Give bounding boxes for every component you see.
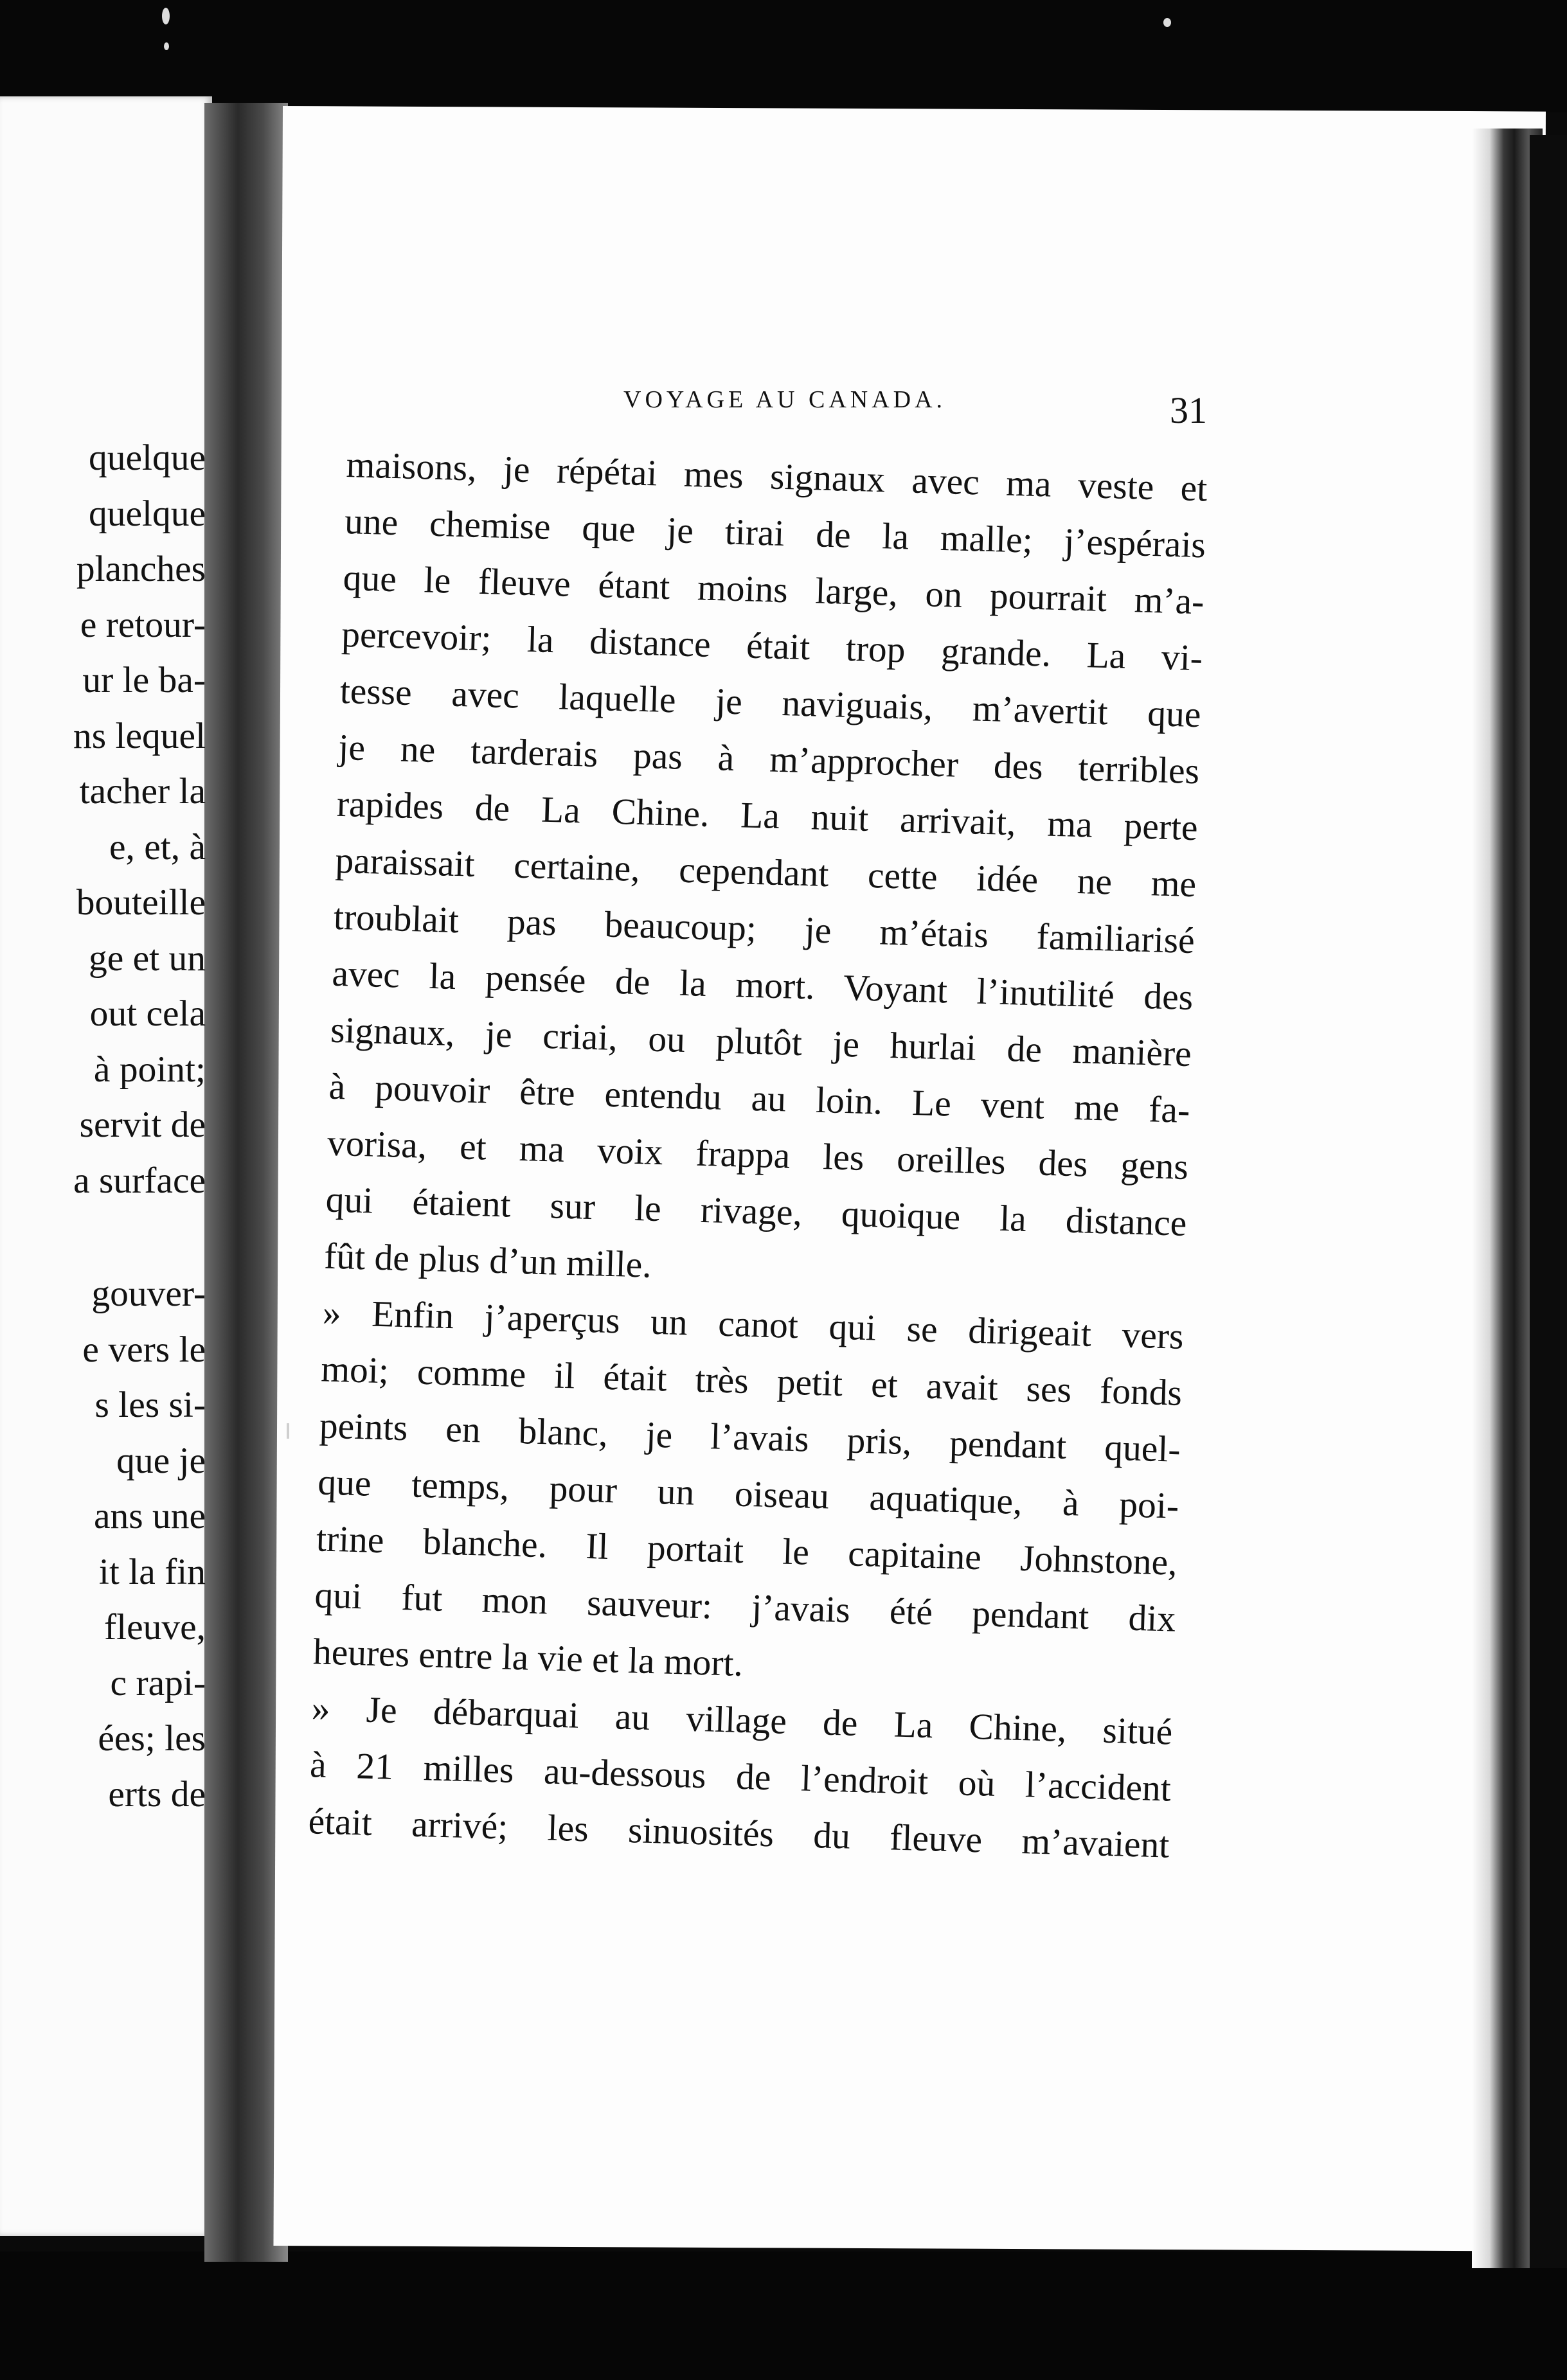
left-line: fleuve, bbox=[103, 1607, 206, 1647]
text-line: qui étaient sur le rivage, quoique la distance bbox=[325, 1179, 1188, 1244]
text-line: à pouvoir être entendu au loin. Le vent me fa- bbox=[328, 1066, 1191, 1132]
left-line: ur le ba- bbox=[82, 660, 206, 700]
paper-blemish bbox=[287, 1423, 289, 1439]
left-line: s les si- bbox=[94, 1385, 206, 1425]
text-line: qui fut mon sauveur: j’avais été pendant dix bbox=[314, 1575, 1177, 1640]
page-body-text bbox=[308, 437, 1208, 1874]
running-header: VOYAGE AU CANADA. bbox=[623, 386, 947, 413]
scan-background-top bbox=[0, 0, 1567, 112]
text-line: » Je débarquai au village de La Chine, situé bbox=[310, 1688, 1174, 1753]
left-line: it la fin bbox=[98, 1551, 206, 1592]
text-line: rapides de La Chine. La nuit arrivait, ma perte bbox=[336, 783, 1199, 849]
text-line: que le fleuve étant moins large, on pourrait m’a- bbox=[342, 557, 1205, 623]
left-line: e vers le bbox=[82, 1329, 206, 1370]
page-number: 31 bbox=[1170, 389, 1207, 431]
left-line: servit de bbox=[79, 1105, 206, 1145]
scan-background-right bbox=[1530, 135, 1567, 2268]
text-line: une chemise que je tirai de la malle; j’espérais bbox=[344, 501, 1206, 566]
text-line: tesse avec laquelle je naviguais, m’avertit que bbox=[339, 670, 1202, 736]
left-line: gouver- bbox=[91, 1274, 206, 1314]
left-line: quelque bbox=[88, 493, 206, 534]
left-page-text bbox=[0, 431, 206, 1822]
left-line: c rapi- bbox=[110, 1662, 206, 1703]
left-line: ge et un bbox=[88, 937, 206, 979]
left-line: a surface bbox=[73, 1160, 206, 1201]
left-line: bouteille bbox=[76, 882, 206, 923]
dust-speck bbox=[1163, 18, 1171, 27]
dust-speck bbox=[164, 42, 169, 50]
text-line: à 21 milles au-dessous de l’endroit où l’accident bbox=[309, 1745, 1172, 1809]
text-line: vorisa, et ma voix frappa les oreilles des gens bbox=[327, 1123, 1189, 1187]
left-line: à point; bbox=[93, 1049, 206, 1090]
text-line: peints en blanc, je l’avais pris, pendant quel- bbox=[319, 1405, 1181, 1470]
left-line: ées; les bbox=[98, 1718, 206, 1759]
left-line: erts de bbox=[108, 1773, 206, 1815]
text-line: que temps, pour un oiseau aquatique, à poi- bbox=[317, 1462, 1179, 1527]
text-line: signaux, je criai, ou plutôt je hurlai de manière bbox=[330, 1009, 1192, 1075]
text-line: » Enfin j’aperçus un canot qui se dirigeait vers bbox=[322, 1292, 1185, 1357]
scan-background-bottom bbox=[0, 2251, 1567, 2380]
text-line: paraissait certaine, cependant cette idée ne me bbox=[334, 840, 1197, 905]
text-line-paragraph-end: heures entre la vie et la mort. bbox=[312, 1631, 744, 1684]
text-line: moi; comme il était très petit et avait ses fonds bbox=[320, 1349, 1183, 1414]
left-line: quelque bbox=[88, 438, 206, 478]
left-line: que je bbox=[116, 1440, 206, 1481]
text-line: trine blanche. Il portait le capitaine Johnstone, bbox=[316, 1518, 1178, 1583]
left-line: e, et, à bbox=[109, 826, 206, 867]
text-line: maisons, je répétai mes signaux avec ma veste et bbox=[345, 444, 1208, 510]
left-line: planches bbox=[76, 549, 206, 589]
left-line: out cela bbox=[89, 993, 206, 1034]
dust-speck bbox=[162, 8, 170, 24]
left-line: e retour- bbox=[80, 604, 206, 645]
text-line: avec la pensée de la mort. Voyant l’inutilité des bbox=[331, 953, 1194, 1018]
left-line: ns lequel bbox=[73, 715, 206, 756]
left-line: tacher la bbox=[79, 771, 206, 812]
text-line: était arrivé; les sinuosités du fleuve m’avaient bbox=[307, 1801, 1170, 1866]
left-line: ans une bbox=[93, 1496, 206, 1536]
text-line: percevoir; la distance était trop grande. La vi- bbox=[341, 614, 1203, 679]
text-line: troublait pas beaucoup; je m’étais familiarisé bbox=[333, 896, 1195, 962]
left-line-gap bbox=[0, 1209, 206, 1266]
text-line-paragraph-end: fût de plus d’un mille. bbox=[323, 1236, 652, 1286]
text-line: je ne tarderais pas à m’approcher des terribles bbox=[337, 727, 1200, 792]
